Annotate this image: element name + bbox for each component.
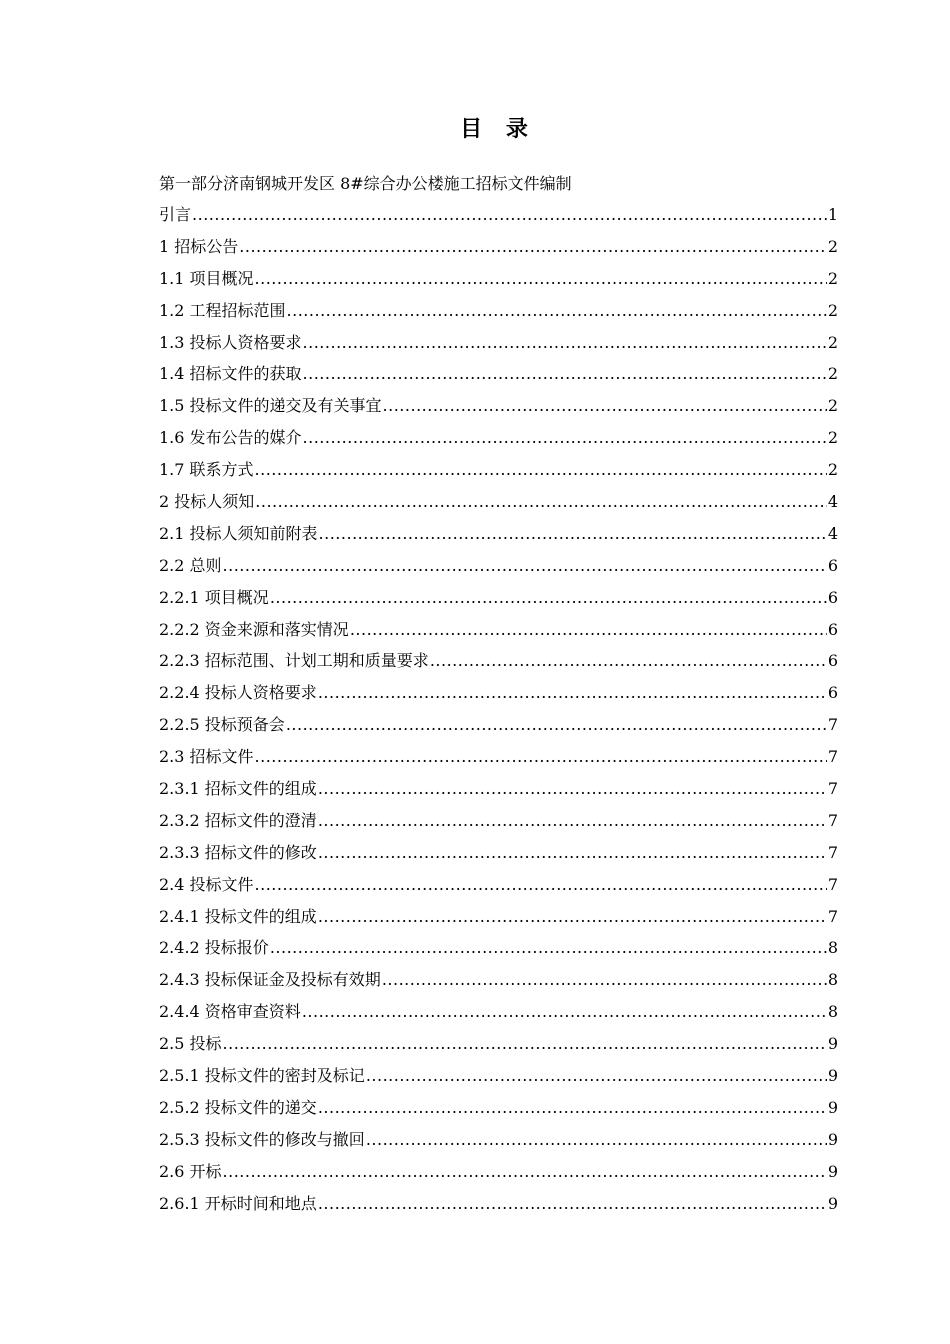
toc-entry[interactable] — [159, 1158, 838, 1190]
toc-dot-leader — [192, 201, 827, 229]
toc-entry-label: 2.5.3 投标文件的修改与撤回 — [159, 1129, 365, 1149]
toc-entry-page-number: 9 — [827, 1097, 838, 1117]
toc-entry-page-number: 7 — [827, 810, 838, 830]
table-of-contents — [159, 201, 838, 1222]
toc-entry-page-number: 8 — [827, 938, 838, 958]
toc-dot-leader — [270, 584, 827, 612]
toc-dot-leader — [287, 297, 827, 325]
toc-entry-page-number: 7 — [827, 779, 838, 799]
toc-entry-page-number: 9 — [827, 1161, 838, 1181]
toc-entry[interactable] — [159, 1190, 838, 1222]
toc-entry-page-number: 2 — [827, 428, 838, 448]
toc-entry[interactable] — [159, 711, 838, 743]
toc-dot-leader — [318, 903, 827, 931]
toc-entry-label: 1.4 招标文件的获取 — [159, 364, 302, 384]
toc-entry-page-number: 7 — [827, 715, 838, 735]
toc-entry-page-number: 7 — [827, 747, 838, 767]
toc-entry-page-number: 2 — [827, 300, 838, 320]
toc-entry-page-number: 2 — [827, 396, 838, 416]
toc-entry-label: 2.2.4 投标人资格要求 — [159, 683, 317, 703]
toc-entry[interactable] — [159, 424, 838, 456]
toc-entry-label: 2.2.1 项目概况 — [159, 587, 269, 607]
toc-entry-label: 2.3 招标文件 — [159, 747, 254, 767]
toc-entry-label: 1.6 发布公告的媒介 — [159, 428, 302, 448]
toc-entry-label: 2.2.3 招标范围、计划工期和质量要求 — [159, 651, 429, 671]
toc-entry[interactable] — [159, 743, 838, 775]
toc-entry[interactable] — [159, 775, 838, 807]
toc-entry[interactable] — [159, 233, 838, 265]
toc-dot-leader — [318, 1094, 827, 1122]
toc-entry-page-number: 9 — [827, 1193, 838, 1213]
toc-entry[interactable] — [159, 392, 838, 424]
toc-dot-leader — [366, 1126, 827, 1154]
toc-dot-leader — [223, 552, 827, 580]
toc-entry-label: 2.6 开标 — [159, 1161, 222, 1181]
toc-entry[interactable] — [159, 488, 838, 520]
toc-entry-label: 2.5.2 投标文件的递交 — [159, 1097, 317, 1117]
toc-entry[interactable] — [159, 265, 838, 297]
toc-entry-page-number: 1 — [827, 205, 838, 224]
document-subtitle: 第一部分济南钢城开发区 8#综合办公楼施工招标文件编制 — [159, 174, 572, 193]
toc-entry-page-number: 9 — [827, 1129, 838, 1149]
toc-entry-page-number: 2 — [827, 236, 838, 256]
toc-entry-label: 2.2.2 资金来源和落实情况 — [159, 619, 349, 639]
toc-entry-label: 2.4.4 资格审查资料 — [159, 1002, 301, 1022]
toc-entry[interactable] — [159, 1126, 838, 1158]
toc-entry[interactable] — [159, 201, 838, 233]
toc-entry-page-number: 2 — [827, 332, 838, 352]
toc-entry[interactable] — [159, 1094, 838, 1126]
toc-dot-leader — [302, 998, 827, 1026]
toc-dot-leader — [318, 775, 827, 803]
toc-entry-label: 1.2 工程招标范围 — [159, 300, 286, 320]
toc-dot-leader — [319, 520, 827, 548]
toc-entry-label: 2.5 投标 — [159, 1034, 222, 1054]
toc-dot-leader — [318, 1190, 827, 1218]
toc-entry-page-number: 7 — [827, 842, 838, 862]
toc-entry-page-number: 8 — [827, 970, 838, 990]
toc-entry[interactable] — [159, 647, 838, 679]
toc-entry-label: 1 招标公告 — [159, 236, 239, 256]
toc-entry-page-number: 6 — [827, 651, 838, 671]
toc-entry[interactable] — [159, 297, 838, 329]
toc-entry[interactable] — [159, 329, 838, 361]
toc-entry[interactable] — [159, 360, 838, 392]
toc-dot-leader — [318, 679, 827, 707]
toc-dot-leader — [350, 616, 827, 644]
toc-entry[interactable] — [159, 807, 838, 839]
toc-entry[interactable] — [159, 903, 838, 935]
toc-entry-page-number: 8 — [827, 1002, 838, 1022]
toc-entry[interactable] — [159, 998, 838, 1030]
toc-entry-label: 2.1 投标人须知前附表 — [159, 523, 318, 543]
toc-dot-leader — [239, 233, 827, 261]
toc-entry[interactable] — [159, 520, 838, 552]
toc-dot-leader — [223, 1158, 827, 1186]
toc-entry[interactable] — [159, 934, 838, 966]
toc-entry-label: 2.4.1 投标文件的组成 — [159, 906, 317, 926]
toc-entry-label: 2.4 投标文件 — [159, 874, 254, 894]
toc-dot-leader — [255, 488, 827, 516]
toc-entry-label: 2.6.1 开标时间和地点 — [159, 1193, 317, 1213]
toc-entry-page-number: 7 — [827, 906, 838, 926]
toc-dot-leader — [223, 1030, 827, 1058]
toc-entry-page-number: 6 — [827, 683, 838, 703]
toc-entry-page-number: 6 — [827, 619, 838, 639]
toc-entry[interactable] — [159, 584, 838, 616]
toc-entry-page-number: 2 — [827, 460, 838, 480]
toc-entry[interactable] — [159, 1030, 838, 1062]
toc-entry-label: 2.2.5 投标预备会 — [159, 715, 285, 735]
toc-dot-leader — [318, 807, 827, 835]
toc-entry-label: 2.5.1 投标文件的密封及标记 — [159, 1066, 365, 1086]
toc-entry-label: 1.5 投标文件的递交及有关事宜 — [159, 396, 382, 416]
toc-entry-label: 2.2 总则 — [159, 555, 222, 575]
toc-entry[interactable] — [159, 679, 838, 711]
toc-dot-leader — [255, 871, 827, 899]
toc-dot-leader — [383, 392, 827, 420]
toc-dot-leader — [255, 456, 827, 484]
toc-entry-page-number: 4 — [827, 523, 838, 543]
toc-entry-page-number: 2 — [827, 364, 838, 384]
toc-entry[interactable] — [159, 966, 838, 998]
toc-entry-page-number: 6 — [827, 587, 838, 607]
toc-entry-label: 1.1 项目概况 — [159, 268, 254, 288]
toc-dot-leader — [366, 1062, 827, 1090]
toc-entry-label: 2.3.3 招标文件的修改 — [159, 842, 317, 862]
toc-entry-label: 2.3.1 招标文件的组成 — [159, 779, 317, 799]
toc-entry[interactable] — [159, 839, 838, 871]
toc-entry-label: 1.3 投标人资格要求 — [159, 332, 302, 352]
toc-entry[interactable] — [159, 456, 838, 488]
toc-entry-page-number: 6 — [827, 555, 838, 575]
toc-entry-page-number: 2 — [827, 268, 838, 288]
toc-entry-label: 1.7 联系方式 — [159, 460, 254, 480]
toc-entry-page-number: 7 — [827, 874, 838, 894]
toc-dot-leader — [303, 424, 827, 452]
toc-entry[interactable] — [159, 552, 838, 584]
toc-entry-page-number: 4 — [827, 492, 838, 512]
toc-entry-page-number: 9 — [827, 1066, 838, 1086]
toc-dot-leader — [270, 934, 827, 962]
toc-entry[interactable] — [159, 616, 838, 648]
toc-entry-label: 2.4.3 投标保证金及投标有效期 — [159, 970, 381, 990]
toc-dot-leader — [382, 966, 827, 994]
toc-entry-label: 2.4.2 投标报价 — [159, 938, 269, 958]
toc-entry-label: 引言 — [159, 205, 192, 224]
toc-dot-leader — [430, 647, 827, 675]
toc-dot-leader — [303, 329, 827, 357]
toc-entry-page-number: 9 — [827, 1034, 838, 1054]
toc-dot-leader — [255, 265, 827, 293]
toc-dot-leader — [318, 839, 827, 867]
toc-entry-label: 2 投标人须知 — [159, 492, 255, 512]
toc-dot-leader — [303, 360, 827, 388]
toc-entry[interactable] — [159, 871, 838, 903]
toc-dot-leader — [286, 711, 827, 739]
toc-dot-leader — [255, 743, 827, 771]
toc-entry-label: 2.3.2 招标文件的澄清 — [159, 810, 317, 830]
toc-entry[interactable] — [159, 1062, 838, 1094]
page-title: 目 录 — [460, 117, 536, 142]
